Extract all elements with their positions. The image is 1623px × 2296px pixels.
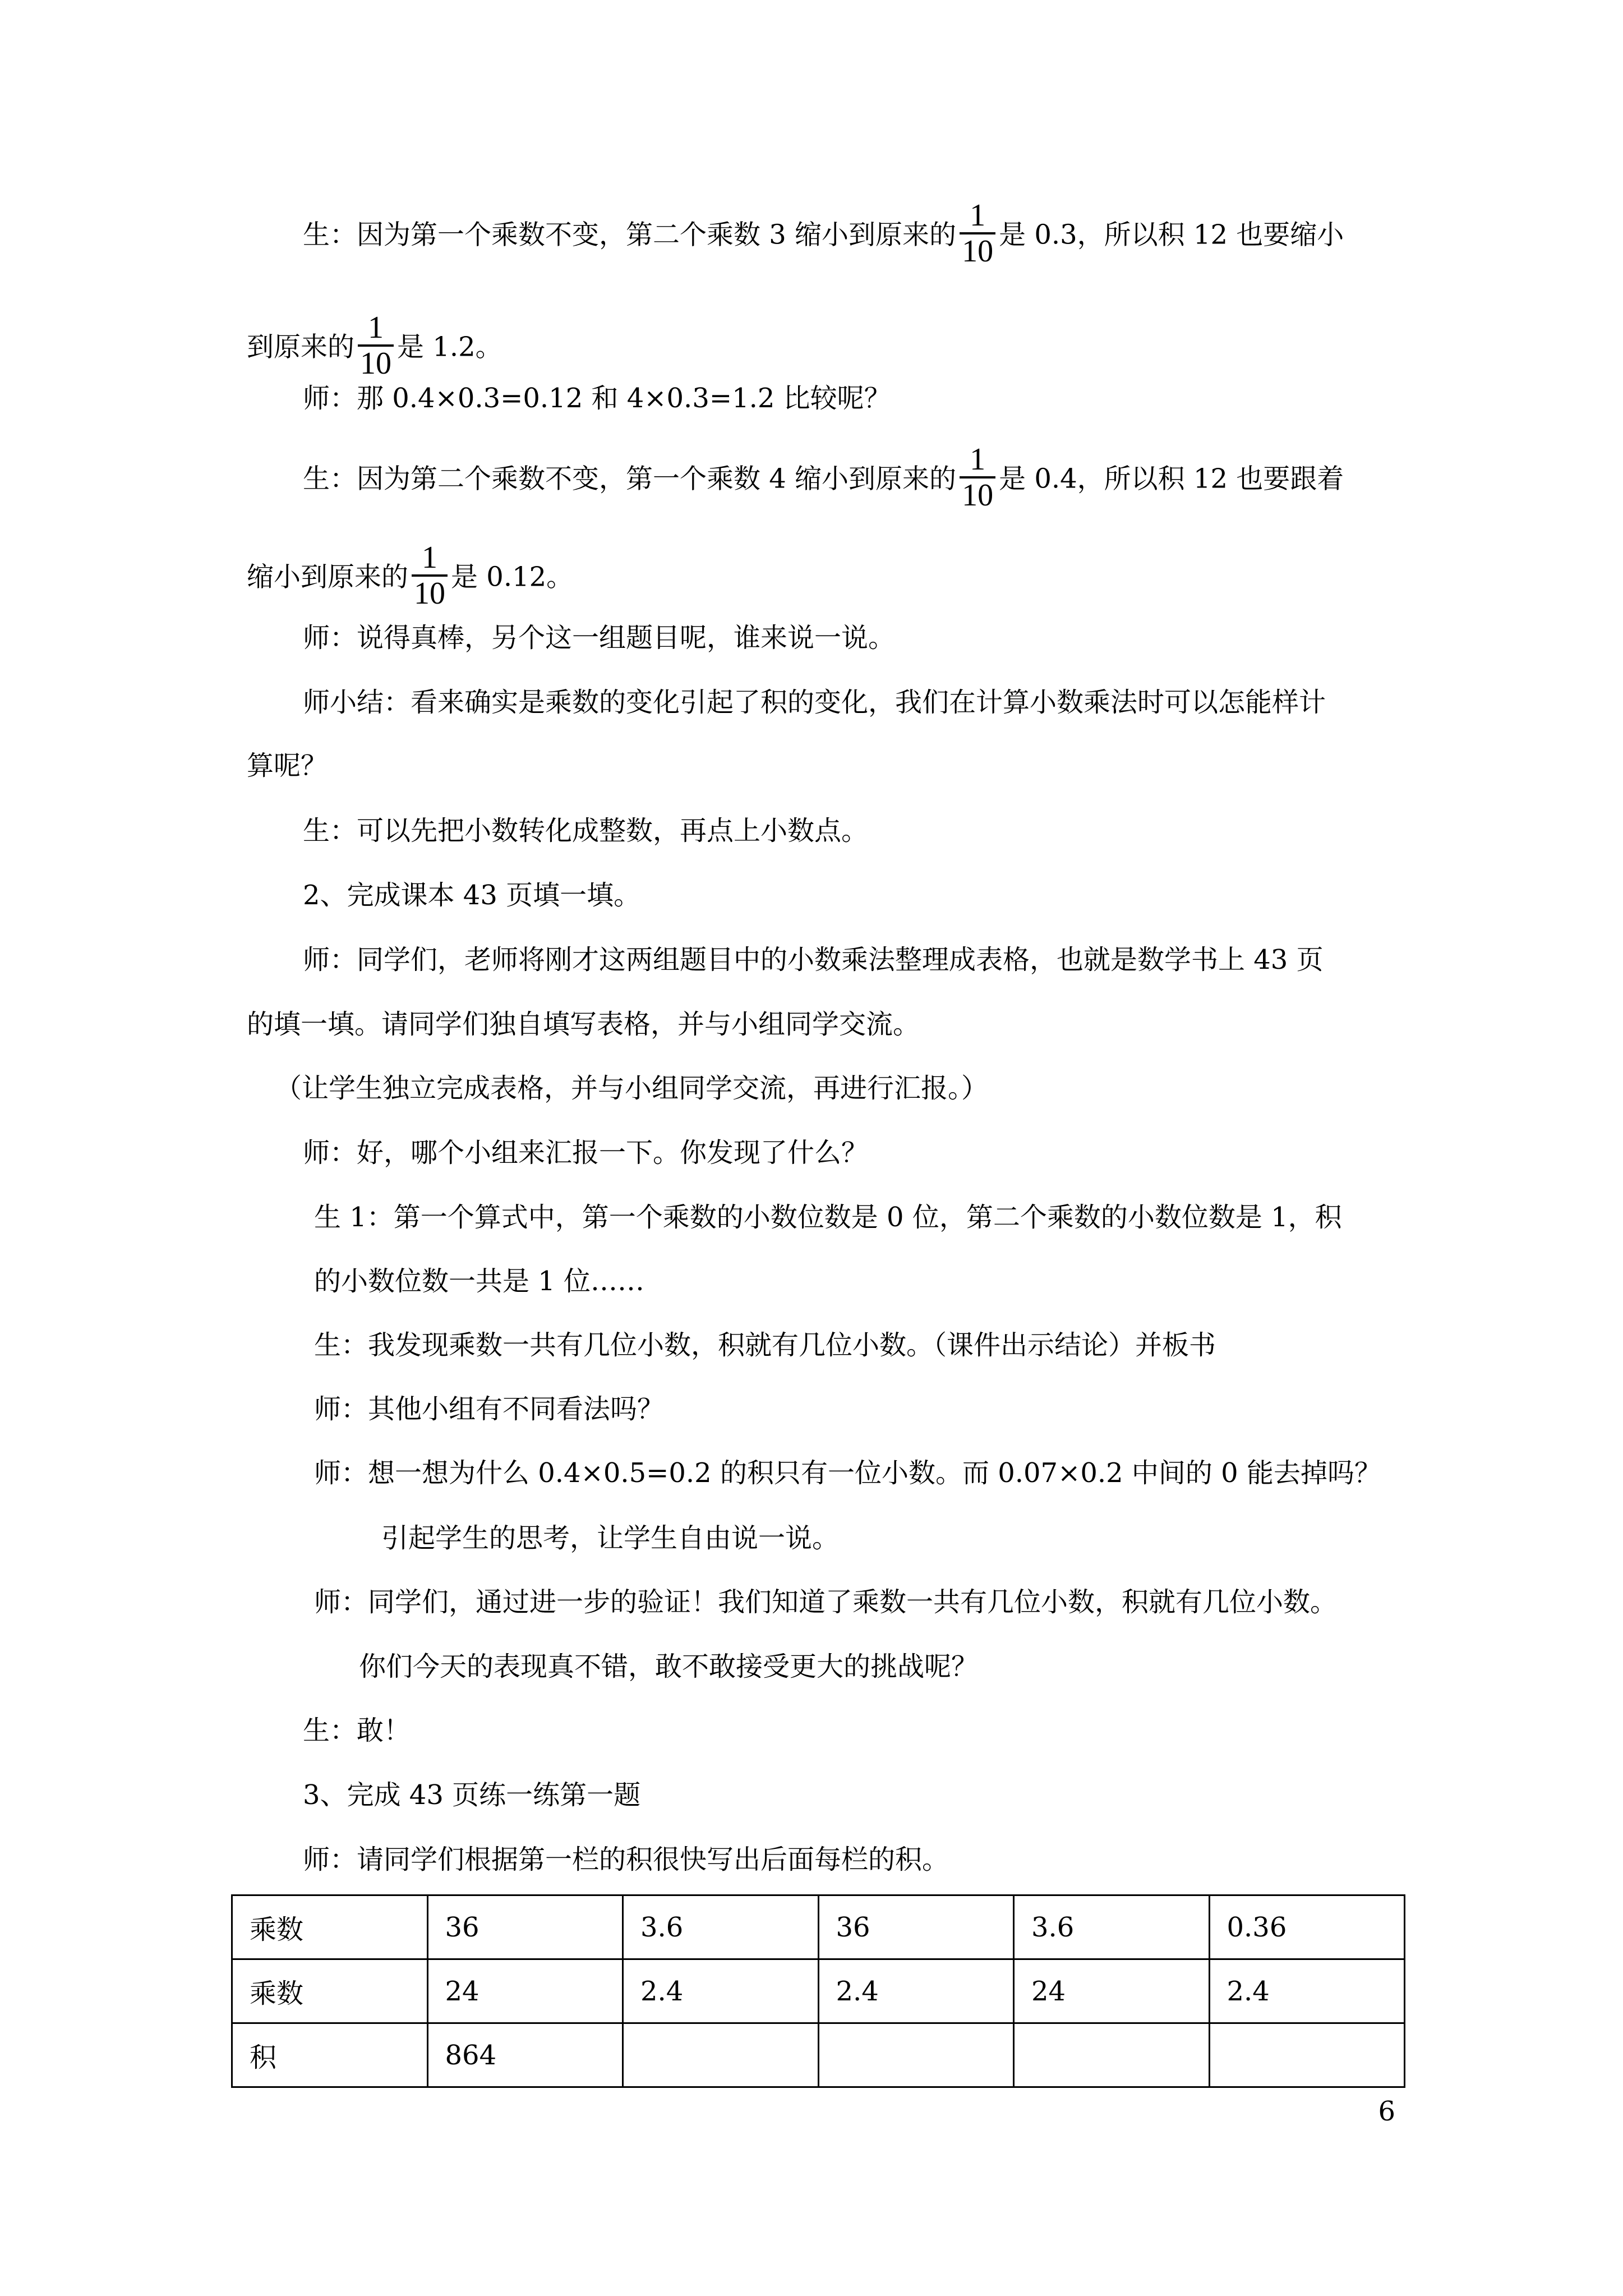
text: 是 0.12。: [451, 561, 574, 593]
paragraph-5: [247, 540, 574, 614]
text: 到原来的: [247, 331, 355, 363]
paragraph-21: 师：同学们，通过进一步的验证！我们知道了乘数一共有几位小数，积就有几位小数。: [314, 1586, 1338, 1618]
paragraph-15: 生 1：第一个算式中，第一个乘数的小数位数是 0 位，第二个乘数的小数位数是 1，积: [314, 1202, 1342, 1233]
text: 生：因为第二个乘数不变，第一个乘数 4 缩小到原来的: [303, 463, 957, 495]
paragraph-19: 师：想一想为什么 0.4×0.5=0.2 的积只有一位小数。而 0.07×0.2 中间的 0 能去掉吗？: [314, 1457, 1381, 1489]
multiplication-table: [231, 1894, 1405, 2088]
fraction-one-tenth: $\frac{1}{10}$: [412, 541, 448, 610]
paragraph-10: 2、完成课本 43 页填一填。: [303, 880, 641, 911]
paragraph-12: 的填一填。请同学们独自填写表格，并与小组同学交流。: [247, 1009, 920, 1040]
paragraph-1: [303, 198, 1344, 272]
table-cell: 864: [427, 2023, 623, 2087]
paragraph-18: 师：其他小组有不同看法吗？: [314, 1393, 665, 1425]
paragraph-6: 师：说得真棒，另个这一组题目呢，谁来说一说。: [303, 622, 896, 654]
table-cell: 2.4: [818, 1959, 1014, 2023]
paragraph-8: 算呢？: [247, 750, 328, 781]
paragraph-13: （让学生独立完成表格，并与小组同学交流，再进行汇报。）: [275, 1073, 989, 1104]
table-cell: 乘数: [232, 1895, 428, 1959]
text: 缩小到原来的: [247, 561, 409, 593]
text: 是 1.2。: [397, 331, 502, 363]
paragraph-22: 你们今天的表现真不错，敢不敢接受更大的挑战呢？: [359, 1651, 979, 1682]
paragraph-2: [247, 310, 502, 384]
table-cell: 积: [232, 2023, 428, 2087]
table-cell: [1014, 2023, 1210, 2087]
paragraph-17: 生：我发现乘数一共有几位小数，积就有几位小数。（课件出示结论）并板书: [314, 1329, 1216, 1361]
table-cell: 36: [427, 1895, 623, 1959]
paragraph-9: 生：可以先把小数转化成整数，再点上小数点。: [303, 815, 869, 846]
table-row: [232, 1895, 1405, 1959]
paragraph-24: 3、完成 43 页练一练第一题: [303, 1779, 641, 1811]
table-cell: 36: [818, 1895, 1014, 1959]
table-row: [232, 2023, 1405, 2087]
table-cell: [818, 2023, 1014, 2087]
paragraph-4: [303, 442, 1344, 516]
text: 是 0.4，所以积 12 也要跟着: [999, 463, 1344, 495]
paragraph-14: 师：好，哪个小组来汇报一下。你发现了什么？: [303, 1137, 869, 1168]
table-cell: 2.4: [623, 1959, 819, 2023]
table-cell: 24: [427, 1959, 623, 2023]
table-cell: 0.36: [1209, 1895, 1405, 1959]
table-cell: [623, 2023, 819, 2087]
table-cell: 乘数: [232, 1959, 428, 2023]
fraction-one-tenth: $\frac{1}{10}$: [358, 311, 394, 380]
table-cell: 3.6: [1014, 1895, 1210, 1959]
paragraph-16: 的小数位数一共是 1 位……: [314, 1266, 645, 1297]
paragraph-11: 师：同学们，老师将刚才这两组题目中的小数乘法整理成表格，也就是数学书上 43 页: [303, 944, 1324, 976]
paragraph-7: 师小结：看来确实是乘数的变化引起了积的变化，我们在计算小数乘法时可以怎能样计: [303, 687, 1326, 718]
text: 生：因为第一个乘数不变，第二个乘数 3 缩小到原来的: [303, 219, 957, 251]
paragraph-3: 师：那 0.4×0.3=0.12 和 4×0.3=1.2 比较呢？: [303, 383, 891, 414]
table-cell: [1209, 2023, 1405, 2087]
text: 是 0.3，所以积 12 也要缩小: [999, 219, 1344, 251]
paragraph-25: 师：请同学们根据第一栏的积很快写出后面每栏的积。: [303, 1844, 949, 1875]
paragraph-23: 生：敢！: [303, 1715, 411, 1746]
table-cell: 2.4: [1209, 1959, 1405, 2023]
fraction-one-tenth: $\frac{1}{10}$: [960, 199, 995, 268]
page-number: 6: [1378, 2096, 1395, 2127]
table-row: [232, 1959, 1405, 2023]
table-cell: 3.6: [623, 1895, 819, 1959]
fraction-one-tenth: $\frac{1}{10}$: [960, 443, 995, 512]
table-cell: 24: [1014, 1959, 1210, 2023]
paragraph-20: 引起学生的思考，让学生自由说一说。: [381, 1522, 840, 1554]
